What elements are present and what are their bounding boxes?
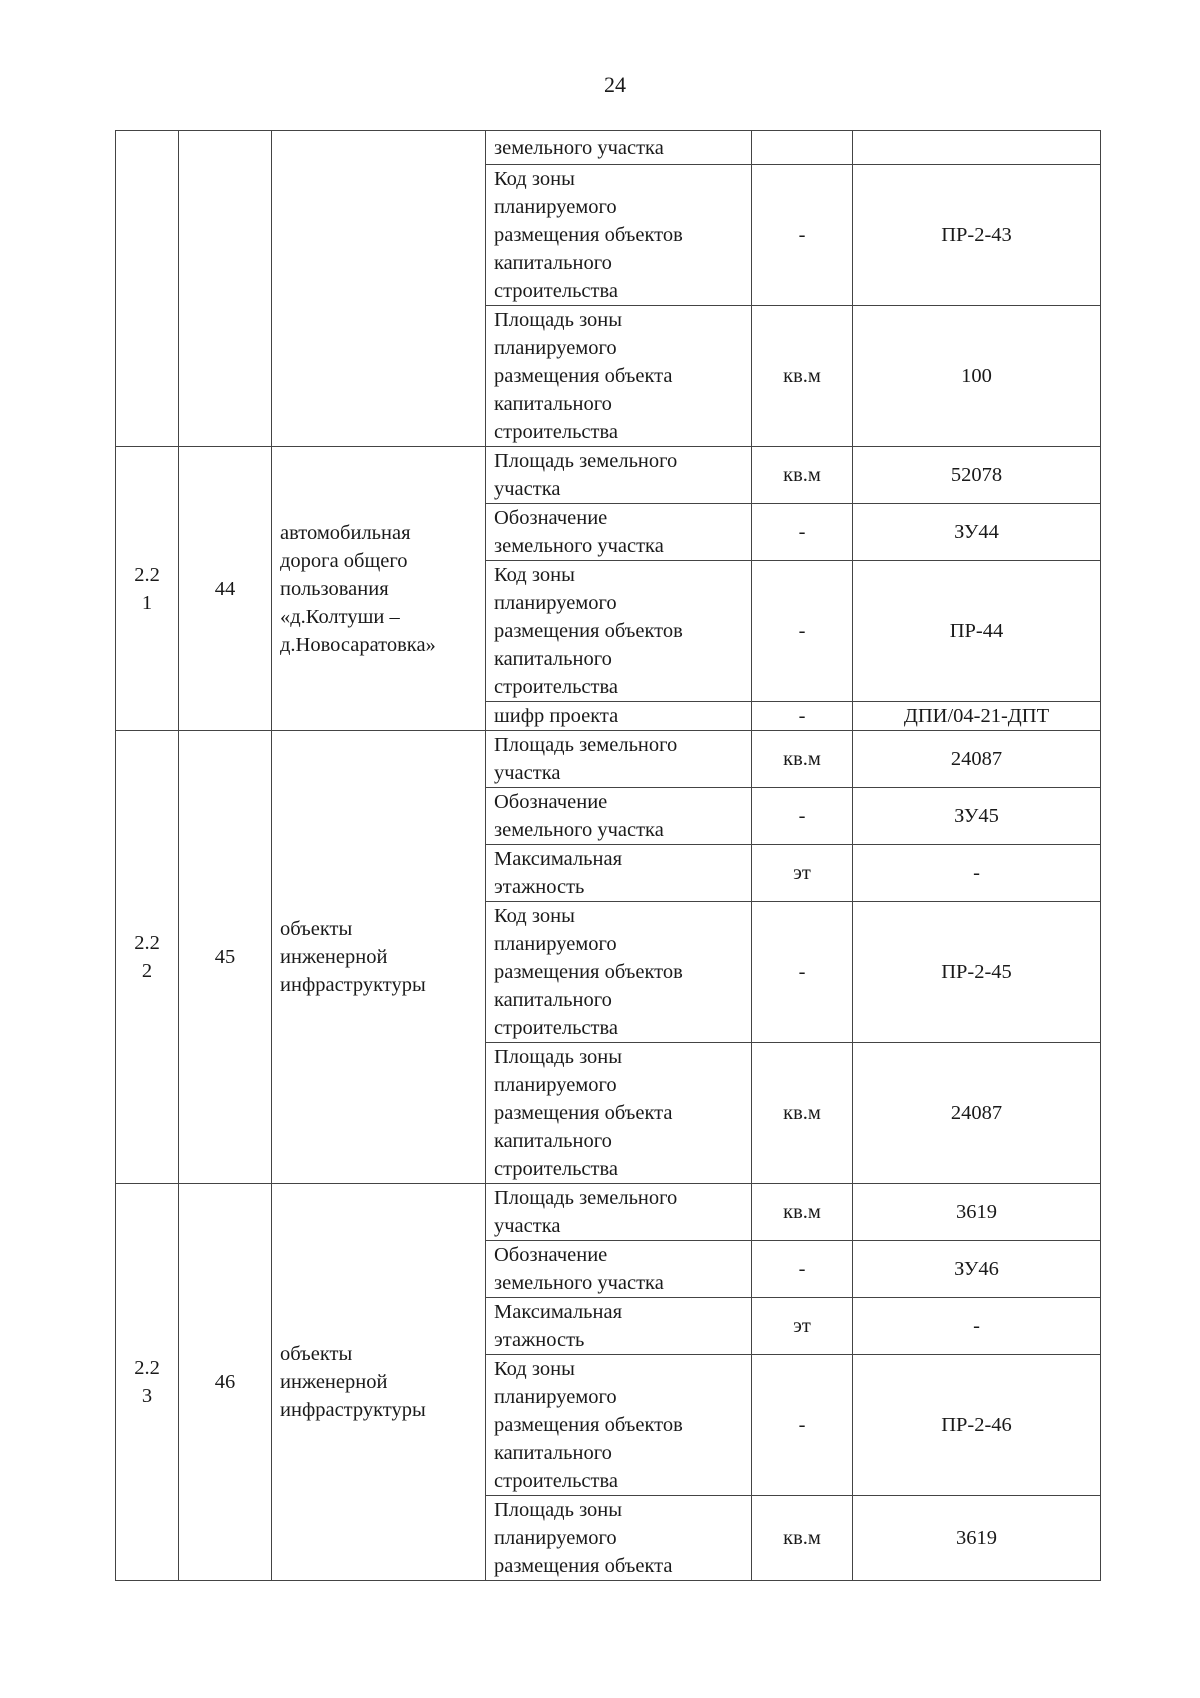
- value-cell: -: [853, 845, 1101, 902]
- value-cell: ЗУ45: [853, 788, 1101, 845]
- parameter-cell: шифр проекта: [486, 702, 752, 731]
- unit-cell: -: [752, 788, 853, 845]
- value-cell: ЗУ44: [853, 504, 1101, 561]
- object-name-cell: [272, 131, 486, 447]
- value-cell: ЗУ46: [853, 1241, 1101, 1298]
- value-cell: 3619: [853, 1184, 1101, 1241]
- parameter-cell: Обозначение земельного участка: [486, 504, 752, 561]
- parameter-cell: Площадь зоны планируемого размещения объекта капитального строительства: [486, 306, 752, 447]
- parameter-cell: Код зоны планируемого размещения объектов капитального строительства: [486, 902, 752, 1043]
- value-cell: 100: [853, 306, 1101, 447]
- unit-cell: -: [752, 1241, 853, 1298]
- value-cell: 24087: [853, 731, 1101, 788]
- unit-cell: -: [752, 561, 853, 702]
- object-id-cell: 44: [179, 447, 272, 731]
- parameter-cell: Максимальная этажность: [486, 845, 752, 902]
- value-cell: ПР-2-43: [853, 165, 1101, 306]
- parameter-cell: земельного участка: [486, 131, 752, 165]
- unit-cell: [752, 131, 853, 165]
- unit-cell: -: [752, 165, 853, 306]
- unit-cell: кв.м: [752, 1184, 853, 1241]
- unit-cell: кв.м: [752, 306, 853, 447]
- table-body: [116, 131, 1101, 1581]
- parameter-cell: Код зоны планируемого размещения объектов капитального строительства: [486, 165, 752, 306]
- object-id-cell: 46: [179, 1184, 272, 1581]
- unit-cell: -: [752, 702, 853, 731]
- object-id-cell: [179, 131, 272, 447]
- unit-cell: -: [752, 504, 853, 561]
- unit-cell: кв.м: [752, 1043, 853, 1184]
- row-number-cell: 2.2 3: [116, 1184, 179, 1581]
- parameter-cell: Площадь земельного участка: [486, 731, 752, 788]
- value-cell: [853, 131, 1101, 165]
- unit-cell: -: [752, 1355, 853, 1496]
- unit-cell: -: [752, 902, 853, 1043]
- parameter-cell: Обозначение земельного участка: [486, 1241, 752, 1298]
- unit-cell: эт: [752, 845, 853, 902]
- unit-cell: эт: [752, 1298, 853, 1355]
- parameter-cell: Обозначение земельного участка: [486, 788, 752, 845]
- table-row: [116, 447, 1101, 504]
- value-cell: ДПИ/04-21-ДПТ: [853, 702, 1101, 731]
- row-number-cell: 2.2 1: [116, 447, 179, 731]
- parameters-table: [115, 130, 1101, 1581]
- unit-cell: кв.м: [752, 1496, 853, 1581]
- parameter-cell: Площадь зоны планируемого размещения объекта: [486, 1496, 752, 1581]
- object-id-cell: 45: [179, 731, 272, 1184]
- row-number-cell: 2.2 2: [116, 731, 179, 1184]
- object-name-cell: объекты инженерной инфраструктуры: [272, 1184, 486, 1581]
- object-name-cell: автомобильная дорога общего пользования «д.Колтуши – д.Новосаратовка»: [272, 447, 486, 731]
- value-cell: 3619: [853, 1496, 1101, 1581]
- value-cell: ПР-2-45: [853, 902, 1101, 1043]
- parameter-cell: Площадь зоны планируемого размещения объекта капитального строительства: [486, 1043, 752, 1184]
- parameter-cell: Код зоны планируемого размещения объектов капитального строительства: [486, 1355, 752, 1496]
- value-cell: 52078: [853, 447, 1101, 504]
- parameter-cell: Площадь земельного участка: [486, 447, 752, 504]
- object-name-cell: объекты инженерной инфраструктуры: [272, 731, 486, 1184]
- table-row: [116, 1184, 1101, 1241]
- table-row: [116, 731, 1101, 788]
- unit-cell: кв.м: [752, 731, 853, 788]
- value-cell: ПР-44: [853, 561, 1101, 702]
- page-number: 24: [604, 72, 626, 97]
- row-number-cell: [116, 131, 179, 447]
- value-cell: 24087: [853, 1043, 1101, 1184]
- unit-cell: кв.м: [752, 447, 853, 504]
- parameter-cell: Площадь земельного участка: [486, 1184, 752, 1241]
- parameter-cell: Код зоны планируемого размещения объектов капитального строительства: [486, 561, 752, 702]
- value-cell: ПР-2-46: [853, 1355, 1101, 1496]
- value-cell: -: [853, 1298, 1101, 1355]
- table-row: [116, 131, 1101, 165]
- parameter-cell: Максимальная этажность: [486, 1298, 752, 1355]
